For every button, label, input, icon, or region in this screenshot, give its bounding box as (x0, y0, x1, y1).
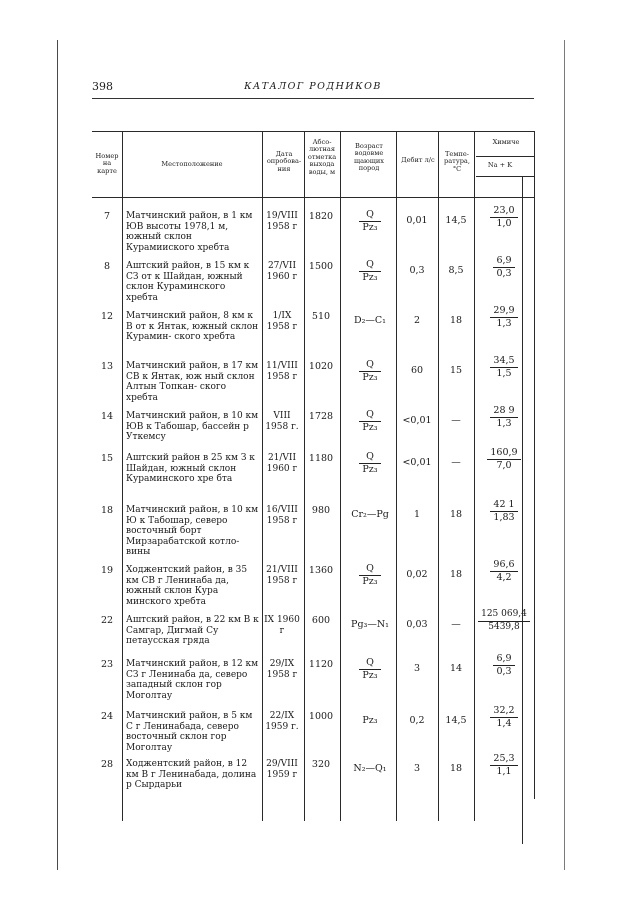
cell-age (344, 509, 396, 521)
header-chemistry: Химиче (492, 138, 520, 146)
cell-temperature (438, 215, 474, 227)
cell-age (344, 619, 396, 631)
chemistry-numerator: 32,2 (490, 705, 517, 718)
age-text: Cr₂—Pg (351, 509, 389, 520)
age-denominator: Pz₃ (362, 371, 378, 383)
map-number: 18 (100, 505, 114, 516)
page-header (92, 80, 534, 96)
chemistry-denominator: 0,3 (496, 267, 512, 279)
temperature-value: 18 (449, 569, 463, 580)
cell-debit (396, 569, 438, 581)
header-altitude: Абсо- лютная отметка выхода воды, м (307, 138, 337, 176)
debit-value: <0,01 (402, 415, 432, 426)
sampling-date: VIII 1958 г. (265, 411, 299, 432)
running-title: КАТАЛОГ РОДНИКОВ (244, 81, 382, 92)
cell-altitude (306, 261, 336, 273)
cell-location (126, 659, 260, 701)
sampling-date: 29/IX 1958 г (266, 659, 298, 680)
altitude-value: 1728 (308, 411, 334, 422)
cell-number (92, 565, 122, 577)
sampling-date: 16/VIII 1958 г (266, 505, 298, 526)
header-temperature: Темпе- ратура, °С (444, 150, 470, 173)
debit-value: 0,2 (409, 715, 425, 726)
temperature-value: 14 (449, 663, 463, 674)
chemistry-fraction (490, 405, 517, 429)
chemistry-fraction (493, 255, 514, 279)
cell-date (262, 361, 302, 382)
altitude-value: 1120 (308, 659, 334, 670)
chemistry-numerator: 29,9 (490, 305, 517, 318)
chemistry-numerator: 42 1 (490, 499, 517, 512)
age-numerator: Q (359, 359, 380, 372)
cell-number (92, 311, 122, 323)
cell-date (262, 505, 302, 526)
age-numerator: Q (359, 259, 380, 272)
location-text: Матчинский район, в 12 км СЗ г Ленинаба да, северо западный склон гор Моголтау (126, 659, 259, 701)
chemistry-fraction (487, 447, 520, 471)
altitude-value: 1360 (308, 565, 334, 576)
debit-value: <0,01 (402, 457, 432, 468)
location-text: Матчинский район, в 10 км Ю к Табошар, северо восточный борт Мирзарабатской котло- вины (126, 505, 259, 558)
cell-chemistry (474, 705, 534, 729)
age-denominator: Pz₃ (362, 221, 378, 233)
cell-debit (396, 663, 438, 675)
sampling-date: 21/VII 1960 г (266, 453, 298, 474)
map-number: 13 (100, 361, 114, 372)
cell-number (92, 711, 122, 723)
chemistry-fraction (493, 653, 514, 677)
altitude-value: 1000 (308, 711, 334, 722)
cell-age (344, 563, 396, 587)
header-location: Местоположение (161, 160, 223, 168)
cell-chemistry (474, 355, 534, 379)
debit-value: 3 (413, 763, 421, 774)
cell-debit (396, 315, 438, 327)
sampling-date: 21/VIII 1958 г (266, 565, 298, 586)
temperature-value: 14,5 (445, 715, 467, 726)
cell-temperature (438, 715, 474, 727)
cell-temperature (438, 365, 474, 377)
cell-debit (396, 415, 438, 427)
age-denominator: Pz₃ (362, 669, 378, 681)
chemistry-denominator: 1,3 (496, 317, 512, 329)
cell-location (126, 261, 260, 303)
location-text: Матчинский район, в 5 км С г Ленинабада, северо восточный склон гор Моголтау (126, 711, 253, 753)
chemistry-fraction (490, 559, 517, 583)
age-fraction (359, 451, 380, 475)
altitude-value: 320 (311, 759, 331, 770)
cell-number (92, 261, 122, 273)
location-text: Аштский район в 25 км З к Шайдан, южный склон Кураминского хре бта (126, 453, 255, 485)
cell-location (126, 311, 260, 343)
chemistry-denominator: 1,1 (496, 765, 512, 777)
cell-altitude (306, 453, 336, 465)
chemistry-fraction (490, 305, 517, 329)
age-numerator: Q (359, 409, 380, 422)
location-text: Аштский район, в 22 км В к Самгар, Дигмай Су петаусская гряда (126, 615, 259, 647)
cell-location (126, 565, 260, 607)
debit-value: 0,3 (409, 265, 425, 276)
sampling-date: 11/VIII 1958 г (266, 361, 298, 382)
debit-value: 2 (413, 315, 421, 326)
chemistry-denominator: 1,3 (496, 417, 512, 429)
map-number: 12 (100, 311, 114, 322)
age-fraction (359, 657, 380, 681)
header-date: Дата опробова- ния (266, 150, 302, 173)
chemistry-denominator: 1,83 (493, 511, 515, 523)
age-text: D₂—C₁ (353, 315, 386, 326)
age-text: Pz₃ (362, 715, 378, 726)
age-fraction (359, 359, 380, 383)
cell-altitude (306, 711, 336, 723)
cell-temperature (438, 265, 474, 277)
age-numerator: Q (359, 209, 380, 222)
cell-date (262, 615, 302, 636)
cell-date (262, 261, 302, 282)
cell-number (92, 659, 122, 671)
cell-date (262, 453, 302, 474)
chemistry-numerator: 34,5 (490, 355, 517, 368)
chemistry-fraction (490, 355, 517, 379)
location-text: Ходжентский район, в 35 км СВ г Ленинаба да, южный склон Кура минского хребта (126, 565, 248, 607)
chemistry-denominator: 1,4 (496, 717, 512, 729)
cell-temperature (438, 763, 474, 775)
cell-chemistry (474, 653, 534, 677)
chemistry-denominator: 1,0 (496, 217, 512, 229)
cell-number (92, 505, 122, 517)
map-number: 14 (100, 411, 114, 422)
cell-location (126, 711, 260, 753)
age-fraction (359, 209, 380, 233)
debit-value: 0,01 (406, 215, 428, 226)
location-text: Матчинский район, в 10 км ЮВ к Табошар, бассейн р Уткемсу (126, 411, 259, 443)
cell-chemistry (474, 559, 534, 583)
cell-debit (396, 365, 438, 377)
age-text: Pg₃—N₁ (351, 619, 389, 630)
debit-value: 3 (413, 663, 421, 674)
cell-altitude (306, 211, 336, 223)
map-number: 7 (103, 211, 111, 222)
chemistry-numerator: 23,0 (490, 205, 517, 218)
chemistry-numerator: 125 069,4 (478, 609, 530, 622)
sampling-date: IX 1960 г (264, 615, 300, 636)
location-text: Ходжентский район, в 12 км В г Ленинабада, долина р Сырдарьи (126, 759, 257, 791)
sampling-date: 22/IX 1959 г. (265, 711, 299, 732)
cell-altitude (306, 615, 336, 627)
cell-debit (396, 715, 438, 727)
cell-age (344, 409, 396, 433)
cell-number (92, 411, 122, 423)
cell-debit (396, 265, 438, 277)
cell-date (262, 565, 302, 586)
cell-chemistry (474, 609, 534, 633)
cell-age (344, 209, 396, 233)
chemistry-numerator: 28 9 (490, 405, 517, 418)
chemistry-numerator: 25,3 (490, 753, 517, 766)
cell-location (126, 505, 260, 558)
page-edge-left (57, 40, 58, 870)
sampling-date: 19/VIII 1958 г (266, 211, 298, 232)
map-number: 19 (100, 565, 114, 576)
chemistry-fraction (478, 609, 530, 633)
cell-chemistry (474, 255, 534, 279)
cell-date (262, 711, 302, 732)
cell-date (262, 311, 302, 332)
cell-temperature (438, 569, 474, 581)
cell-age (344, 715, 396, 727)
debit-value: 0,03 (406, 619, 428, 630)
age-denominator: Pz₃ (362, 421, 378, 433)
age-fraction (359, 563, 380, 587)
location-text: Аштский район, в 15 км к СЗ от к Шайдан, южный склон Кураминского хребта (126, 261, 250, 303)
springs-table (92, 131, 534, 821)
chemistry-denominator: 5439,8 (488, 621, 520, 632)
cell-altitude (306, 565, 336, 577)
cell-chemistry (474, 753, 534, 777)
cell-altitude (306, 361, 336, 373)
age-denominator: Pz₃ (362, 575, 378, 587)
altitude-value: 1180 (308, 453, 334, 464)
cell-debit (396, 619, 438, 631)
chemistry-denominator: 0,3 (496, 665, 512, 677)
cell-temperature (438, 509, 474, 521)
chemistry-fraction (490, 753, 517, 777)
cell-altitude (306, 659, 336, 671)
cell-location (126, 453, 260, 485)
header-rule (92, 98, 534, 99)
header-debit: Дебит л/с (401, 156, 435, 164)
cell-temperature (438, 619, 474, 631)
temperature-value: 15 (449, 365, 463, 376)
chemistry-numerator: 6,9 (493, 653, 514, 666)
chemistry-numerator: 160,9 (487, 447, 520, 460)
cell-date (262, 211, 302, 232)
chemistry-denominator: 4,2 (496, 571, 512, 583)
temperature-value: — (451, 457, 461, 468)
cell-chemistry (474, 499, 534, 523)
page-edge-right (564, 40, 565, 870)
cell-date (262, 659, 302, 680)
cell-age (344, 315, 396, 327)
cell-altitude (306, 505, 336, 517)
chemistry-fraction (490, 205, 517, 229)
cell-number (92, 211, 122, 223)
chemistry-denominator: 1,5 (496, 367, 512, 379)
cell-chemistry (474, 305, 534, 329)
header-number: Номер на карте (95, 152, 119, 175)
debit-value: 1 (413, 509, 421, 520)
chemistry-fraction (490, 705, 517, 729)
temperature-value: — (451, 415, 461, 426)
header-chemistry-sub: Na + K (487, 161, 513, 169)
temperature-value: 14,5 (445, 215, 467, 226)
page-number: 398 (92, 80, 113, 93)
chemistry-fraction (490, 499, 517, 523)
cell-age (344, 451, 396, 475)
temperature-value: 18 (449, 763, 463, 774)
cell-number (92, 759, 122, 771)
cell-location (126, 361, 260, 403)
temperature-value: 8,5 (448, 265, 464, 276)
location-text: Матчинский район, 8 км к В от к Янтак, южный склон Курамин- ского хребта (126, 311, 259, 343)
debit-value: 60 (410, 365, 424, 376)
cell-temperature (438, 663, 474, 675)
altitude-value: 600 (311, 615, 331, 626)
cell-chemistry (474, 205, 534, 229)
sampling-date: 27/VII 1960 г (266, 261, 298, 282)
debit-value: 0,02 (406, 569, 428, 580)
cell-location (126, 615, 260, 647)
map-number: 23 (100, 659, 114, 670)
cell-temperature (438, 457, 474, 469)
altitude-value: 1020 (308, 361, 334, 372)
cell-debit (396, 457, 438, 469)
temperature-value: — (451, 619, 461, 630)
cell-temperature (438, 315, 474, 327)
cell-age (344, 657, 396, 681)
cell-chemistry (474, 447, 534, 471)
map-number: 15 (100, 453, 114, 464)
chemistry-numerator: 6,9 (493, 255, 514, 268)
map-number: 22 (100, 615, 114, 626)
cell-number (92, 453, 122, 465)
altitude-value: 1820 (308, 211, 334, 222)
cell-chemistry (474, 405, 534, 429)
cell-date (262, 759, 302, 780)
age-numerator: Q (359, 451, 380, 464)
chemistry-numerator: 96,6 (490, 559, 517, 572)
chemistry-denominator: 7,0 (496, 459, 512, 471)
cell-age (344, 763, 396, 775)
age-numerator: Q (359, 563, 380, 576)
cell-location (126, 211, 260, 253)
cell-altitude (306, 411, 336, 423)
cell-altitude (306, 759, 336, 771)
cell-altitude (306, 311, 336, 323)
cell-debit (396, 215, 438, 227)
age-text: N₂—Q₁ (353, 763, 387, 774)
age-denominator: Pz₃ (362, 463, 378, 475)
location-text: Матчинский район, в 1 км ЮВ высоты 1978,1 м, южный склон Курамииского хребта (126, 211, 253, 253)
cell-location (126, 411, 260, 443)
age-fraction (359, 409, 380, 433)
cell-debit (396, 509, 438, 521)
altitude-value: 980 (311, 505, 331, 516)
temperature-value: 18 (449, 315, 463, 326)
age-denominator: Pz₃ (362, 271, 378, 283)
location-text: Матчинский район, в 17 км СВ к Янтак, юж ный склон Алтын Топкан- ского хребта (126, 361, 259, 403)
altitude-value: 1500 (308, 261, 334, 272)
map-number: 8 (103, 261, 111, 272)
cell-debit (396, 763, 438, 775)
map-number: 28 (100, 759, 114, 770)
cell-age (344, 259, 396, 283)
cell-date (262, 411, 302, 432)
cell-temperature (438, 415, 474, 427)
cell-location (126, 759, 260, 791)
sampling-date: 1/IX 1958 г (266, 311, 298, 332)
header-age: Возраст водовме щающих пород (353, 142, 385, 173)
cell-age (344, 359, 396, 383)
cell-number (92, 615, 122, 627)
cell-number (92, 361, 122, 373)
age-numerator: Q (359, 657, 380, 670)
temperature-value: 18 (449, 509, 463, 520)
sampling-date: 29/VIII 1959 г (266, 759, 298, 780)
map-number: 24 (100, 711, 114, 722)
age-fraction (359, 259, 380, 283)
altitude-value: 510 (311, 311, 331, 322)
